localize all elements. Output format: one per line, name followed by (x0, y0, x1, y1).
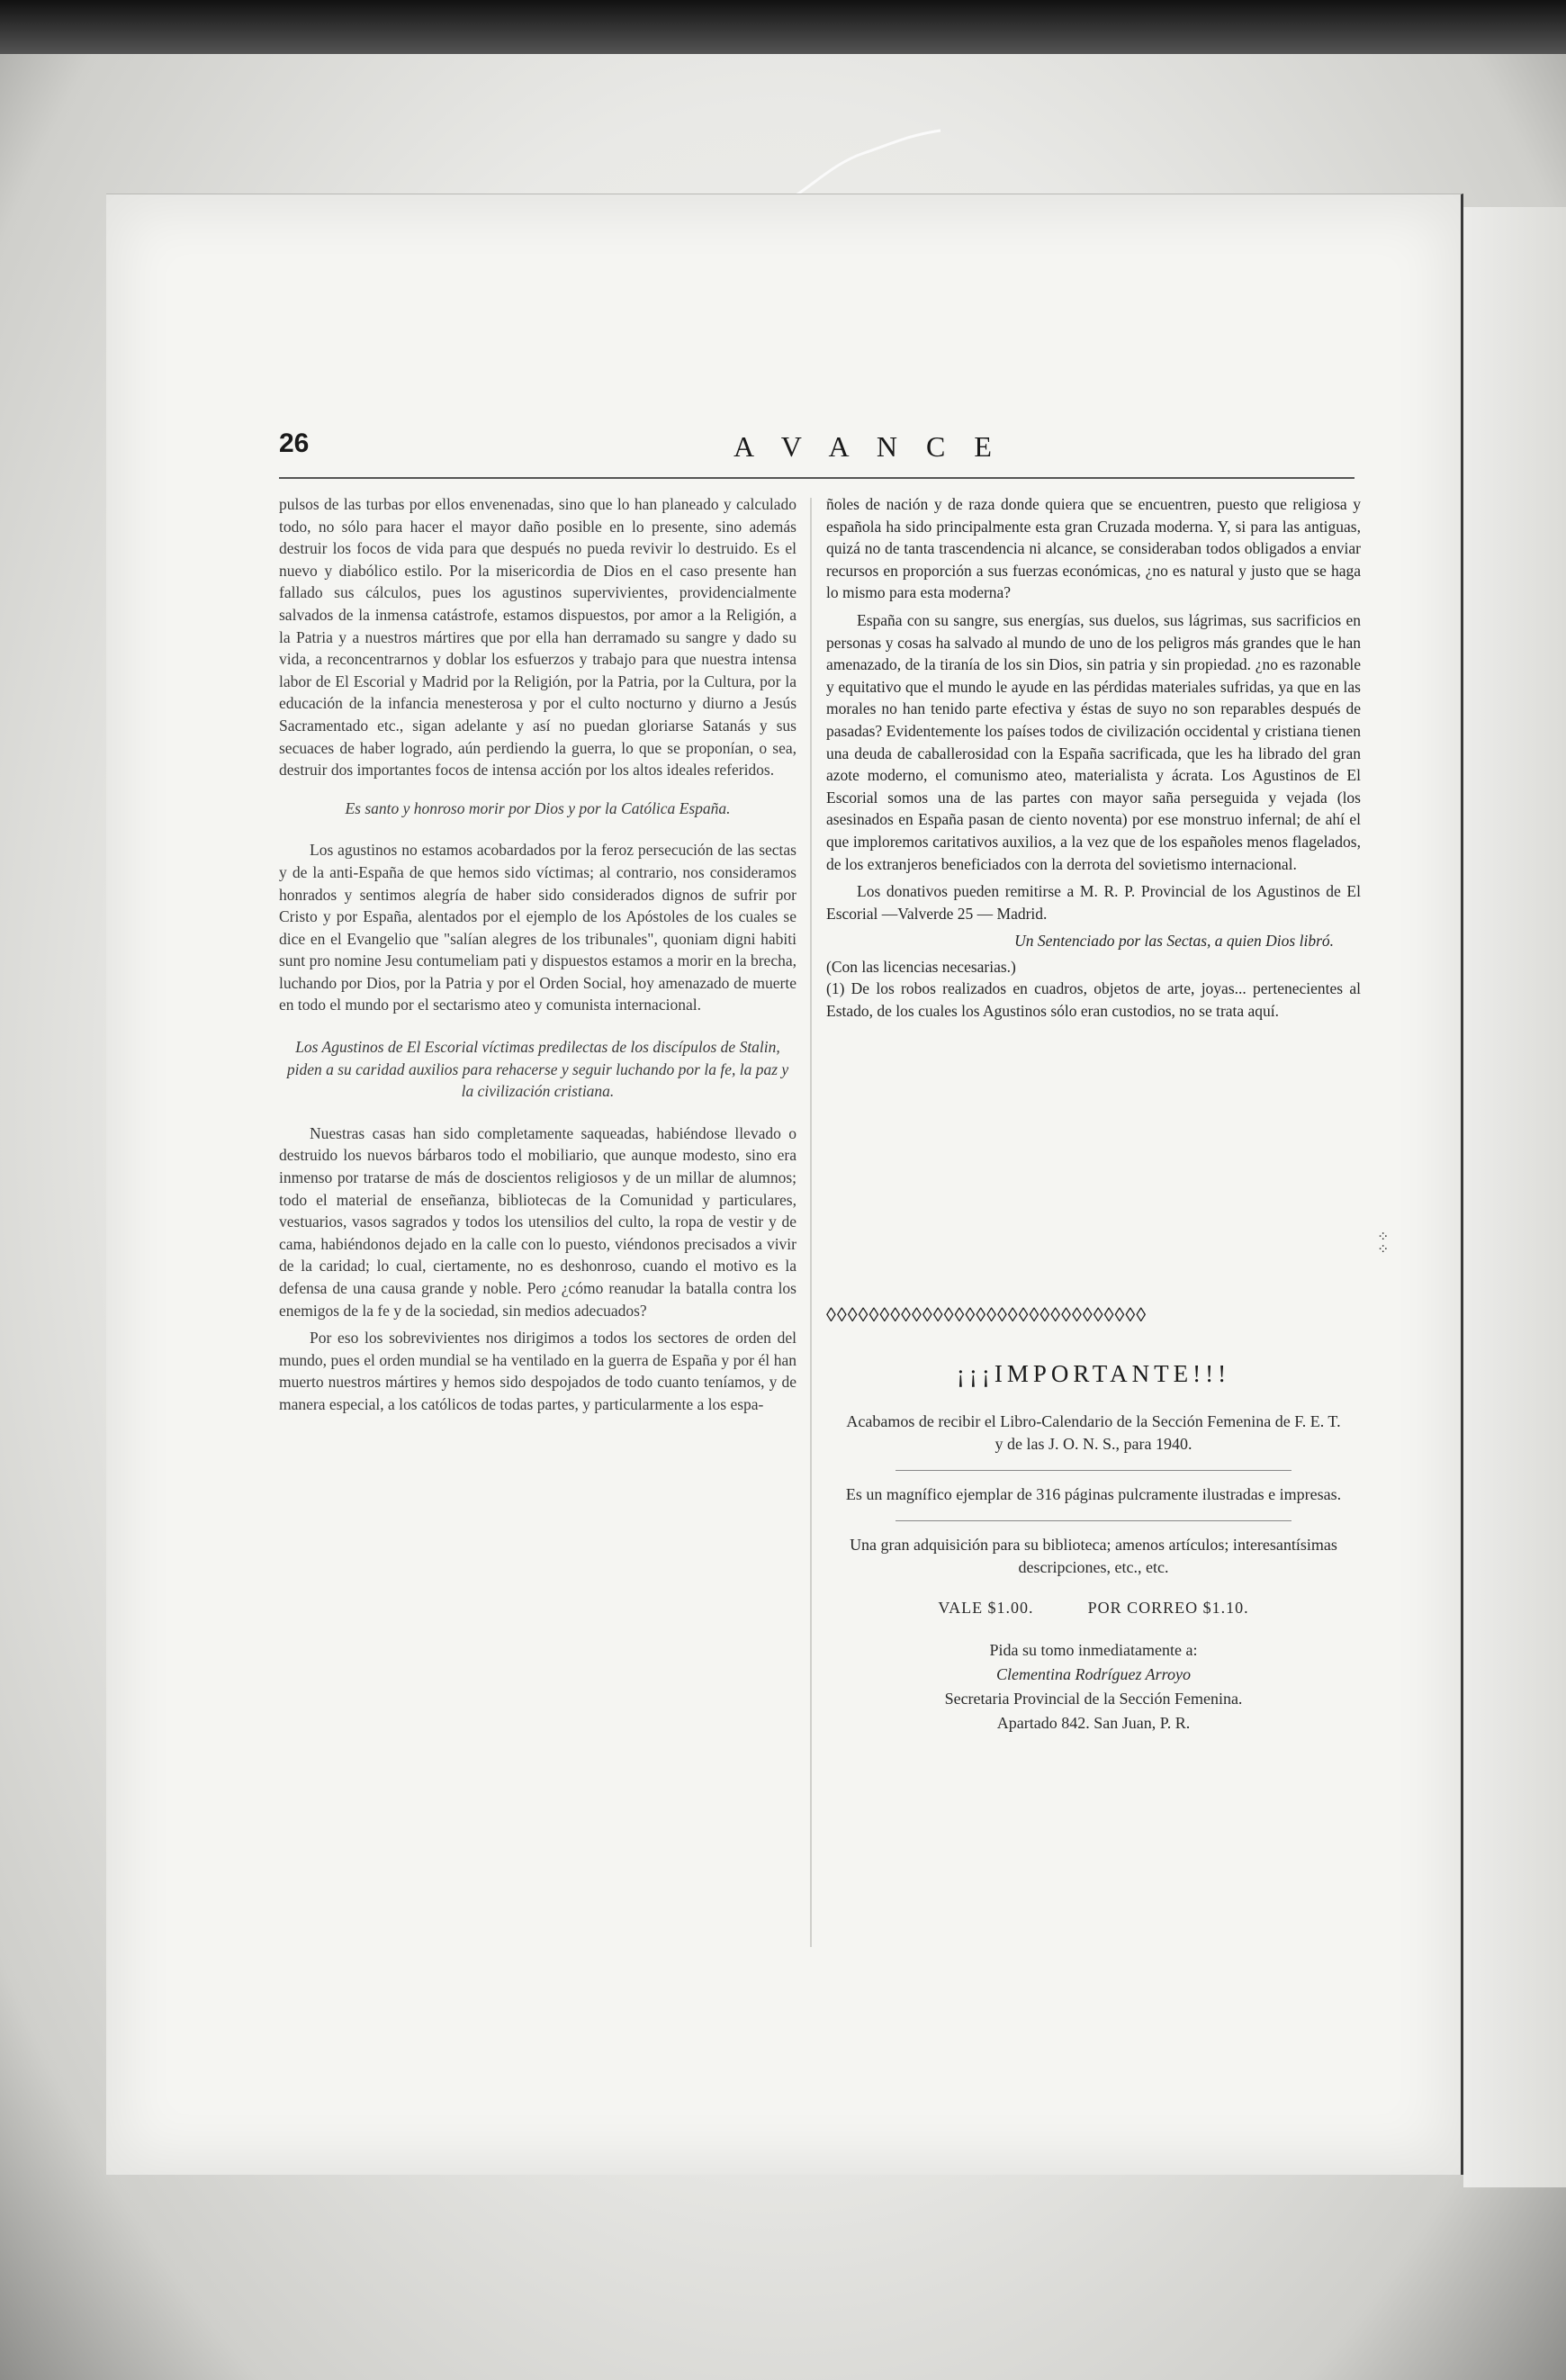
announcement-rule-1 (896, 1470, 1292, 1471)
facing-page-edge (1463, 207, 1566, 2187)
price-vale: VALE $1.00. (938, 1599, 1034, 1617)
publication-title: A V A N C E (734, 430, 1003, 463)
left-paragraph-3: Nuestras casas han sido completamente saqueadas, habiéndose llevado o destruido los nuevos bárbaros todo el mobiliario, que aunque modesto, sino era inmenso por tratarse de más de doscientos religiosos y de un millar de alumnos; todo el material de enseñanza, bibliotecas de la Comunidad y particulares, vestuarios, vasos sagrados y todos los utensilios del culto, la ropa de vestir y de cama, habiéndonos dejado en la calle con lo puesto, viéndonos precisados a vivir de la caridad; lo cual, ciertamente, no es deshonroso, cuando el motivo es la defensa de una causa grande y noble. Pero ¿cómo reanudar la batalla contra los enemigos de la fe y de la sociedad, sin medios adecuados? (279, 1123, 796, 1320)
left-subheading: Los Agustinos de El Escorial víctimas predilectas de los discípulos de Stalin, piden a su caridad auxilios para rehacerse y seguir luchando por la fe, la paz y la civilización cristiana. (286, 1038, 789, 1101)
left-quote: Es santo y honroso morir por Dios y por la Católica España. (345, 798, 731, 817)
contact-name: Clementina Rodríguez Arroyo (996, 1665, 1191, 1683)
announcement-paragraph-3: Una gran adquisición para su biblioteca; amenos artículos; interesantísimas descripciones, etc., etc. (850, 1536, 1337, 1576)
column-divider (810, 498, 812, 1947)
announcement-rule-2 (896, 1520, 1292, 1521)
announcement-paragraph-1: Acabamos de recibir el Libro-Calendario de la Sección Femenina de F. E. T. y de las J. O. N. S., para 1940. (846, 1412, 1341, 1453)
price-correo: POR CORREO $1.10. (1087, 1599, 1249, 1617)
price-line (842, 1597, 1346, 1619)
left-paragraph-2: Los agustinos no estamos acobardados por la feroz persecución de las sectas y de la anti-España de que hemos sido víctimas; al contrario, nos consideramos honrados y sentimos alegría de haber sido considerados dignos de sufrir por Cristo y por España, alentados por el ejemplo de los Apóstoles de los cuales se dice en el Evangelio que "salían alegres de los tribunales", quoniam digni habiti sunt pro nomine Jesu contumeliam pati y dispuestos estamos a morir en la brecha, luchando por Dios, por la Patria y por el Orden Social, hoy amenazado de muerte en todo el mundo por el sectarismo ateo y comunista internacional. (279, 841, 796, 1014)
right-paragraph-3: Los donativos pueden remitirse a M. R. P. Provincial de los Agustinos de El Escorial —Valverde 25 — Madrid. (826, 882, 1361, 923)
right-paragraph-2: España con su sangre, sus energías, sus duelos, sus lágrimas, sus sacrificios en personas y cosas ha salvado al mundo de uno de los peligros más grandes que le han amenazado, de la tiranía de los sin Dios, sin patria y sin propiedad. ¿no es razonable y equitativo que el mundo le ayude en las pérdidas materiales sufridas, ya que en las morales no han tenido parte efectiva y éstas de suyo no son reparables después de pasadas? Evidentemente los países todos de civilización occidental y cristiana tienen una deuda de caballerosidad con la España sacrificada, que les ha librado del gran azote moderno, el comunismo ateo, materialista y ácrata. Los Agustinos de El Escorial somos una de las partes con mayor saña perseguida y vejada (los asesinados en España pasan de ciento noventa) por ese monstruo infernal; de ahí el que imploremos caritativos auxilios, a la vez que de los españoles menos flagelados, de los extranjeros beneficiados con la derrota del sovietismo internacional. (826, 610, 1361, 873)
postal-address: Apartado 842. San Juan, P. R. (996, 1714, 1191, 1732)
ornamental-border: ◊◊◊◊◊◊◊◊◊◊◊◊◊◊◊◊◊◊◊◊◊◊◊◊◊◊◊◊◊◊ (826, 1303, 1148, 1326)
right-column (826, 493, 1361, 1023)
page-number: 26 (279, 428, 310, 458)
left-paragraph-1: pulsos de las turbas por ellos envenenadas, sino que lo han planeado y calculado todo, no sólo para hacer el mayor daño posible en lo presente, sino además destruir los focos de vida para que después no pueda revivir lo destruido. Es el nuevo y diabólico estilo. Por la misericordia de Dios en el caso presente han fallado sus cálculos, pues los agustinos supervivientes, providencialmente salvados de la inmensa catástrofe, estamos dispuestos, por amor a la Religión, a la Patria y a nuestros mártires que por ella han derramado su sangre y dado su vida, a reconcentrarnos y doblar los esfuerzos y trabajo para que nuestra intensa labor de El Escorial y Madrid por la Religión, por la Patria, por la Cultura, por la educación de la infancia menesterosa y por el culto nocturno y diurno a Jesús Sacramentado etc., sigan adelante y así no puedan gloriarse Satanás y sus secuaces de haber logrado, aún perdiendo la guerra, lo que se proponían, o sea, destruir dos importantes focos de intensa acción por los altos ideales referidos. (279, 495, 796, 780)
header-rule (279, 477, 1354, 479)
license-note: (Con las licencias necesarias.) (826, 957, 1016, 976)
footnotes (826, 956, 1361, 1023)
organization-name: Secretaria Provincial de la Sección Femenina. (944, 1690, 1243, 1708)
signature: Un Sentenciado por las Sectas, a quien Dios libró. (1014, 932, 1334, 951)
announcement-paragraph-2: Es un magnífico ejemplar de 316 páginas pulcramente ilustradas e impresas. (845, 1485, 1342, 1503)
right-paragraph-1: ñoles de nación y de raza donde quiera que se encuentren, puesto que religiosa y española ha sido principalmente esta gran Cruzada moderna. Y, si para las antiguas, quizá no de tanta trascendencia ni alcance, se consideraban todos obligados a enviar recursos en proporción a sus fuerzas económicas, ¿no es natural y justo que se haga lo mismo para esta moderna? (826, 495, 1361, 602)
order-instruction: Pida su tomo inmediatamente a: (989, 1641, 1198, 1659)
left-column (279, 493, 796, 1421)
footnote-1: (1) De los robos realizados en cuadros, objetos de arte, joyas... pertenecientes al Estado, de los cuales los Agustinos sólo eran custodios, no se trata aquí. (826, 979, 1361, 1021)
announcement-title: ¡¡¡IMPORTANTE!!! (956, 1360, 1231, 1387)
binding-marks: ⁘ ⁘ (1377, 1230, 1390, 1258)
announcement-box (842, 1350, 1346, 1736)
left-paragraph-4: Por eso los sobrevivientes nos dirigimos a todos los sectores de orden del mundo, pues el orden mundial se ha ventilado en la guerra de España y por él han muerto nuestros mártires y hemos sido despojados de todo cuanto teníamos, y de manera especial, a los católicos de todas partes, y particularmente a los espa- (279, 1329, 796, 1413)
